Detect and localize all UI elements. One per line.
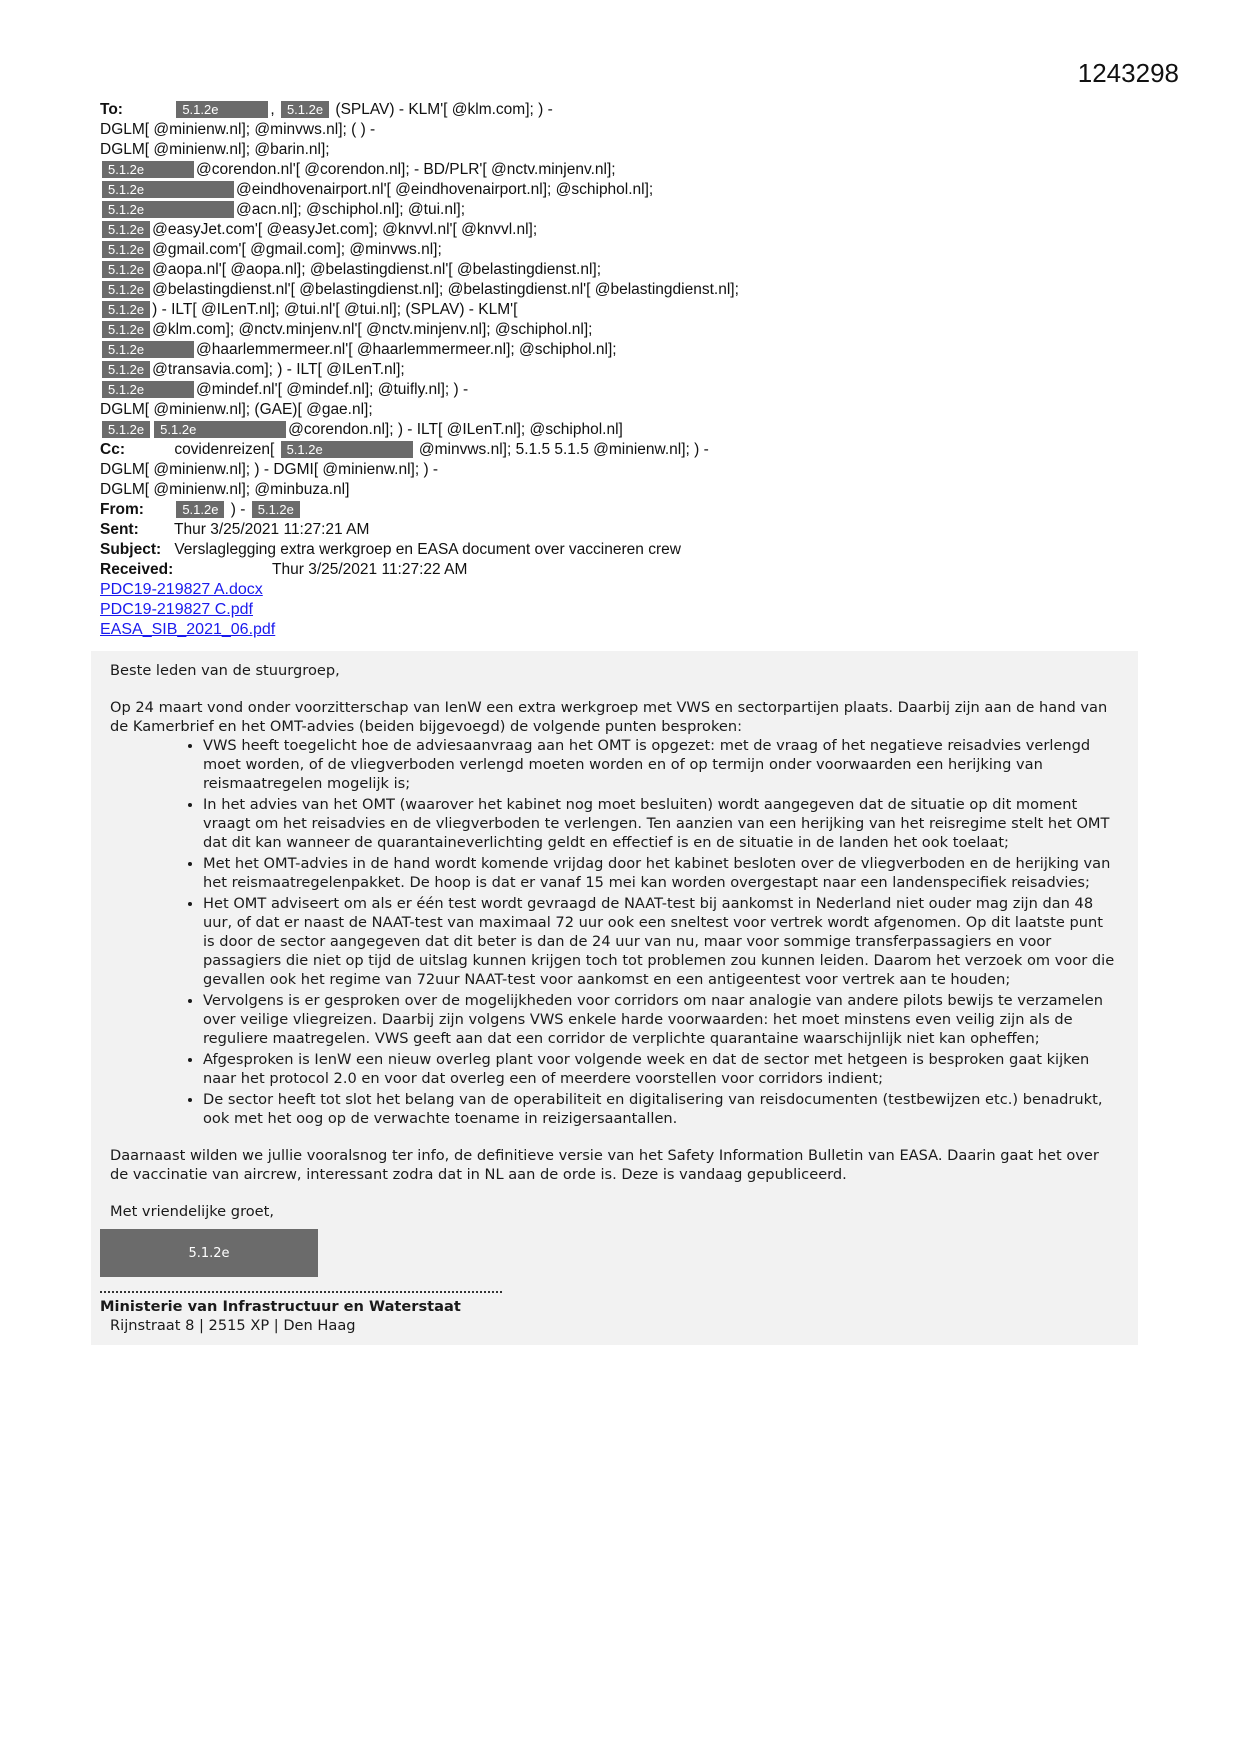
redaction: 5.1.2e: [154, 421, 286, 438]
cc-row-0: Cc: covidenreizen[ 5.1.2e @minvws.nl]; 5.1.5 5.1.5 @minienw.nl]; ) -: [100, 441, 709, 458]
redaction: 5.1.2e: [102, 201, 234, 218]
to-row-10: 5.1.2e ) - ILT[ @ILenT.nl]; @tui.nl'[ @tui.nl]; (SPLAV) - KLM'[: [100, 300, 1145, 320]
to-row-3: 5.1.2e @corendon.nl'[ @corendon.nl]; - BD/PLR'[ @nctv.minjenv.nl];: [100, 160, 1145, 180]
redaction: 5.1.2e: [176, 101, 268, 118]
received-row: [100, 560, 1145, 580]
redaction: 5.1.2e: [102, 421, 150, 438]
cc-row-2: DGLM[ @minienw.nl]; @minbuza.nl]: [100, 481, 350, 498]
list-item: • De sector heeft tot slot het belang van de operabiliteit en digitalisering van reisdocumenten (testbewijzen etc.) benadrukt, ook met het oog op de verwachte toename in reizigersaantallen.: [203, 1090, 1118, 1128]
document-number: 1243298: [1077, 58, 1179, 88]
list-item: • Afgesproken is IenW een nieuw overleg plant voor volgende week en dat de sector met hetgeen is besproken gaat kijken naar het protocol 2.0 en voor dat overleg een of meerdere voorstellen voor corridors indient;: [203, 1050, 1118, 1088]
redaction: 5.1.2e: [281, 441, 413, 458]
to-row-12: 5.1.2e @haarlemmermeer.nl'[ @haarlemmermeer.nl]; @schiphol.nl];: [100, 340, 1145, 360]
sent-row: [100, 520, 1145, 540]
redaction: 5.1.2e: [176, 501, 224, 518]
attachment-link[interactable]: PDC19-219827 A.docx: [100, 581, 263, 598]
list-item: • Het OMT adviseert om als er één test wordt gevraagd de NAAT-test bij aankomst in Nederland niet ouder mag zijn dan 48 uur, of dat er naast de NAAT-test van maximaal 72 uur ook een sneltest voor vertrek wordt afgenomen. Op dit laatste punt is door de sector aangegeven dat dit beter is dan de 24 uur van nu, maar voor sommige transferpassagiers en voor passagiers die niet op tijd de uitslag kunnen krijgen toch tot problemen zou kunnen leiden. Daarom het verzoek om voor die gevallen ook het regime van 72uur NAAT-test voor aankomst en een antigeentest voor vertrek aan te houden;: [203, 894, 1118, 989]
to-row-16: 5.1.2e 5.1.2e @corendon.nl]; ) - ILT[ @ILenT.nl]; @schiphol.nl]: [100, 420, 1145, 440]
redaction: 5.1.2e: [102, 161, 194, 178]
cc-label: Cc:: [100, 441, 125, 458]
signoff: Met vriendelijke groet,: [110, 1203, 275, 1220]
redaction: 5.1.2e: [102, 381, 194, 398]
cc-name: covidenreizen[: [174, 441, 275, 458]
redaction: 5.1.2e: [102, 361, 150, 378]
attachment-link[interactable]: PDC19-219827 C.pdf: [100, 601, 253, 618]
email-body: [91, 651, 1138, 1345]
intro-paragraph: Op 24 maart vond onder voorzitterschap van IenW een extra werkgroep met VWS en sectorpartijen plaats. Daarbij zijn aan de hand van de Kamerbrief en het OMT-advies (beiden bijgevoegd) de volgende punten besproken:: [110, 699, 1108, 735]
list-item: • VWS heeft toegelicht hoe de adviesaanvraag aan het OMT is opgezet: met de vraag of het negatieve reisadvies verlengd moet worden, of de vliegverboden verlengd moeten worden en of op termijn onder voorwaarden een herijking van reismaatregelen mogelijk is;: [203, 736, 1118, 793]
subject-value: Verslaglegging extra werkgroep en EASA document over vaccineren crew: [174, 541, 681, 558]
redaction: 5.1.2e: [102, 281, 150, 298]
from-label: From:: [100, 501, 144, 518]
from-value: ) -: [230, 501, 246, 518]
greeting: Beste leden van de stuurgroep,: [110, 662, 340, 679]
to-row-14: 5.1.2e @mindef.nl'[ @mindef.nl]; @tuifly.nl]; ) -: [100, 380, 1145, 400]
to-row-15: DGLM[ @minienw.nl]; (GAE)[ @gae.nl];: [100, 401, 373, 418]
to-row-8: 5.1.2e @aopa.nl'[ @aopa.nl]; @belastingdienst.nl'[ @belastingdienst.nl];: [100, 260, 1145, 280]
redaction: 5.1.2e: [102, 341, 194, 358]
subject-row: [100, 540, 1145, 560]
redaction: 5.1.2e: [281, 101, 329, 118]
subject-label: Subject:: [100, 541, 162, 558]
to-row-0: To: 5.1.2e , 5.1.2e (SPLAV) - KLM'[ @klm.com]; ) -: [100, 101, 553, 118]
to-label: To:: [100, 101, 123, 118]
to-row-7: 5.1.2e @gmail.com'[ @gmail.com]; @minvws.nl];: [100, 240, 1145, 260]
cc-row-1: DGLM[ @minienw.nl]; ) - DGMI[ @minienw.nl]; ) -: [100, 461, 439, 478]
redaction: 5.1.2e: [102, 301, 150, 318]
to-row-5: 5.1.2e @acn.nl]; @schiphol.nl]; @tui.nl];: [100, 200, 1145, 220]
redaction: 5.1.2e: [102, 261, 150, 278]
to-row-13: 5.1.2e @transavia.com]; ) - ILT[ @ILenT.nl];: [100, 360, 1145, 380]
redaction: 5.1.2e: [102, 181, 234, 198]
divider: [100, 1291, 502, 1293]
sent-value: Thur 3/25/2021 11:27:21 AM: [174, 521, 370, 538]
redaction: 5.1.2e: [102, 221, 150, 238]
attachment-link[interactable]: EASA_SIB_2021_06.pdf: [100, 621, 276, 638]
list-item: • In het advies van het OMT (waarover het kabinet nog moet besluiten) wordt aangegeven dat de situatie op dit moment vraagt om het reisadvies en de vliegverboden te verlengen. Ten aanzien van een herijking van het reisregime stelt het OMT dat dit kan wanneer de quarantaineverlichting geldt en effectief is en de situatie in de landen het ook toelaat;: [203, 795, 1118, 852]
redaction: 5.1.2e: [102, 241, 150, 258]
received-value: Thur 3/25/2021 11:27:22 AM: [272, 561, 468, 578]
organization-name: Ministerie van Infrastructuur en Waterstaat: [100, 1298, 461, 1315]
bullet-list: [110, 736, 1118, 1128]
signature-redaction: 5.1.2e: [100, 1229, 318, 1277]
redaction: 5.1.2e: [102, 321, 150, 338]
to-row-text: (SPLAV) - KLM'[ @klm.com]; ) -: [335, 101, 553, 118]
received-label: Received:: [100, 561, 174, 578]
sent-label: Sent:: [100, 521, 139, 538]
to-row-9: 5.1.2e @belastingdienst.nl'[ @belastingdienst.nl]; @belastingdienst.nl'[ @belastingdienst.nl];: [100, 280, 1145, 300]
from-row: [100, 500, 1145, 520]
to-row-4: 5.1.2e @eindhovenairport.nl'[ @eindhovenairport.nl]; @schiphol.nl];: [100, 180, 1145, 200]
list-item: • Met het OMT-advies in de hand wordt komende vrijdag door het kabinet besloten over de vliegverboden en de herijking van het reismaatregelenpakket. De hoop is dat er vanaf 15 mei kan worden overgestapt naar een landenspecifiek reisadvies;: [203, 854, 1118, 892]
to-row-11: 5.1.2e @klm.com]; @nctv.minjenv.nl'[ @nctv.minjenv.nl]; @schiphol.nl];: [100, 320, 1145, 340]
redaction: 5.1.2e: [252, 501, 300, 518]
email-header: [100, 100, 1145, 640]
to-row-6: 5.1.2e @easyJet.com'[ @easyJet.com]; @knvvl.nl'[ @knvvl.nl];: [100, 220, 1145, 240]
address: Rijnstraat 8 | 2515 XP | Den Haag: [110, 1317, 356, 1334]
to-row-1: DGLM[ @minienw.nl]; @minvws.nl]; ( ) -: [100, 121, 376, 138]
to-row-2: DGLM[ @minienw.nl]; @barin.nl];: [100, 141, 330, 158]
list-item: • Vervolgens is er gesproken over de mogelijkheden voor corridors om naar analogie van andere pilots bewijs te verzamelen over veilige vliegreizen. Daarbij zijn volgens VWS enkele harde voorwaarden: het moet minstens even veilig zijn als de reguliere maatregelen. VWS geeft aan dat een corridor de verplichte quarantaine waarschijnlijk niet kan opheffen;: [203, 991, 1118, 1048]
closing-paragraph: Daarnaast wilden we jullie vooralsnog ter info, de definitieve versie van het Safety Information Bulletin van EASA. Daarin gaat het over de vaccinatie van aircrew, interessant zodra dat in NL aan de orde is. Deze is vandaag gepubliceerd.: [110, 1147, 1099, 1183]
